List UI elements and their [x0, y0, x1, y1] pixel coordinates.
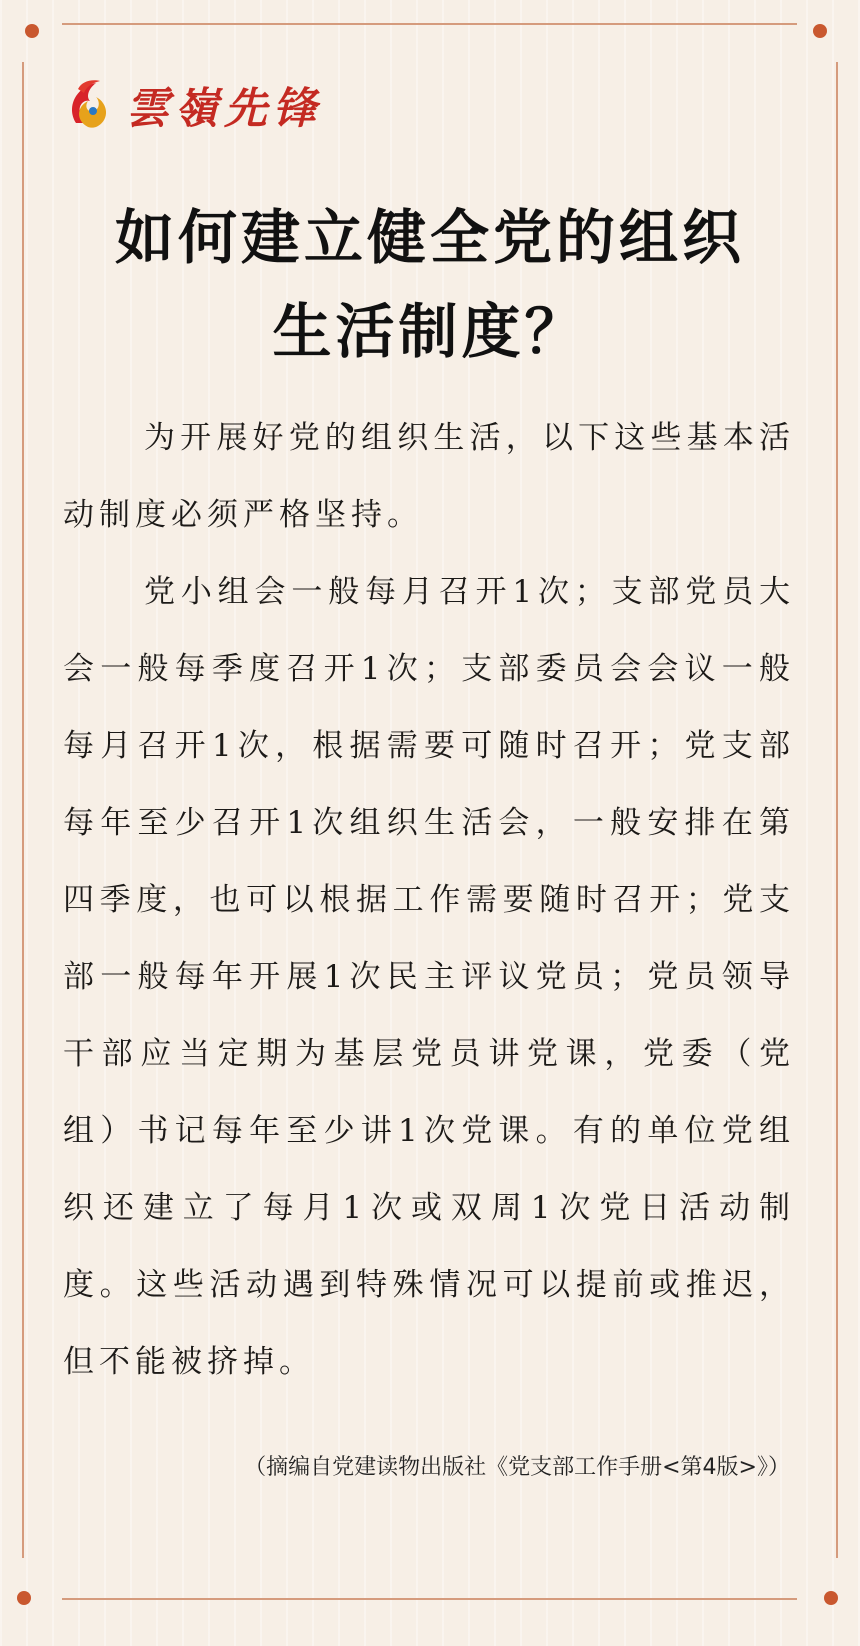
frame-top-line [62, 23, 797, 25]
brand-header [66, 70, 322, 140]
frame-corner-dot-br [824, 1591, 838, 1605]
frame-bottom-line [62, 1598, 797, 1600]
article-title-line-1: 如何建立健全党的组织 [114, 203, 745, 272]
source-citation: （摘编自党建读物出版社《党支部工作手册<第4版>》） [244, 1455, 790, 1480]
paragraph-main: 党小组会一般每月召开1次；支部党员大会一般每季度召开1次；支部委员会会议一般每月召开1次，根据需要可随时召开；党支部每年至少召开1次组织生活会，一般安排在第四季度，也可以根据工作需要随时召开；党支部一般每年开展1次民主评议党员；党员领导干部应当定期为基层党员讲党课，党委（党组）书记每年至少讲1次党课。有的单位党组织还建立了每月1次或双周1次党日活动制度。这些活动遇到特殊情况可以提前或推迟，但不能被挤掉。 [63, 574, 795, 1380]
flame-swirl-logo-icon [66, 77, 114, 133]
frame-corner-dot-bl [17, 1591, 31, 1605]
brand-name: 雲嶺先锋 [126, 83, 322, 134]
frame-corner-dot-tr [813, 24, 827, 38]
article-title-line-2: 生活制度？ [272, 297, 588, 366]
frame-corner-dot-tl [25, 24, 39, 38]
paragraph-intro: 为开展好党的组织生活，以下这些基本活动制度必须严格坚持。 [63, 420, 795, 533]
